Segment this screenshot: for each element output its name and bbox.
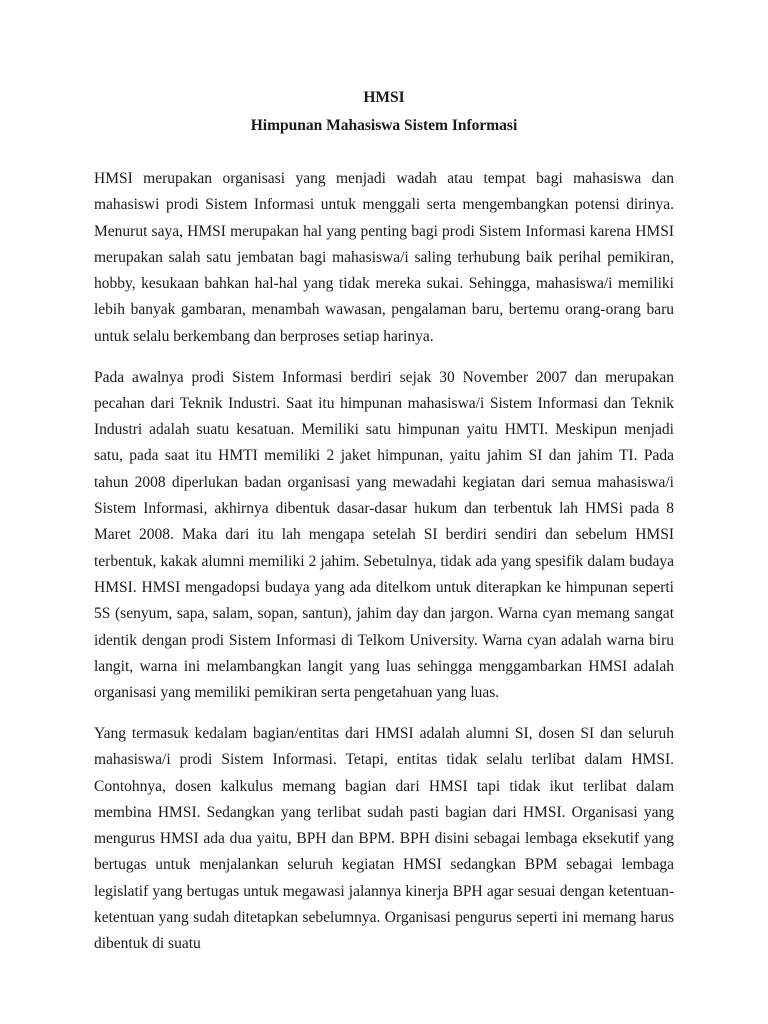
document-subtitle: Himpunan Mahasiswa Sistem Informasi xyxy=(250,117,518,134)
paragraph-1: HMSI merupakan organisasi yang menjadi wadah atau tempat bagi mahasiswa dan mahasiswi prodi Sistem Informasi untuk menggali serta mengembangkan potensi dirinya. Menurut saya, HMSI merupakan hal yang penting bagi prodi Sistem Informasi karena HMSI merupakan salah satu jembatan bagi mahasiswa/i saling terhubung baik perihal pemikiran, hobby, kesukaan bahkan hal-hal yang tidak mereka sukai. Sehingga, mahasiswa/i memiliki lebih banyak gambaran, menambah wawasan, pengalaman baru, bertemu orang-orang baru untuk selalu berkembang dan berproses setiap harinya. xyxy=(94,170,674,345)
paragraph-2: Pada awalnya prodi Sistem Informasi berdiri sejak 30 November 2007 dan merupakan pecahan dari Teknik Industri. Saat itu himpunan mahasiswa/i Sistem Informasi dan Teknik Industri adalah suatu kesatuan. Memiliki satu himpunan yaitu HMTI. Meskipun menjadi satu, pada saat itu HMTI memiliki 2 jaket himpunan, yaitu jahim SI dan jahim TI. Pada tahun 2008 diperlukan badan organisasi yang mewadahi kegiatan dari semua mahasiswa/i Sistem Informasi, akhirnya dibentuk dasar-dasar hukum dan terbentuk lah HMSi pada 8 Maret 2008. Maka dari itu lah mengapa setelah SI berdiri sendiri dan sebelum HMSI terbentuk, kakak alumni memiliki 2 jahim. Sebetulnya, tidak ada yang spesifik dalam budaya HMSI. HMSI mengadopsi budaya yang ada ditelkom untuk diterapkan ke himpunan seperti 5S (senyum, sapa, salam, sopan, santun), jahim day dan jargon. Warna cyan memang sangat identik dengan prodi Sistem Informasi di Telkom University. Warna cyan adalah warna biru langit, warna ini melambangkan langit yang luas sehingga menggambarkan HMSI adalah organisasi yang memiliki pemikiran serta pengetahuan yang luas. xyxy=(94,368,674,702)
document-body xyxy=(94,166,674,958)
paragraph-3: Yang termasuk kedalam bagian/entitas dari HMSI adalah alumni SI, dosen SI dan seluruh mahasiswa/i prodi Sistem Informasi. Tetapi, entitas tidak selalu terlibat dalam HMSI. Contohnya, dosen kalkulus memang bagian dari HMSI tapi tidak ikut terlibat dalam membina HMSI. Sedangkan yang terlibat sudah pasti bagian dari HMSI. Organisasi yang mengurus HMSI ada dua yaitu, BPH dan BPM. BPH disini sebagai lembaga eksekutif yang bertugas untuk menjalankan seluruh kegiatan HMSI sedangkan BPM sebagai lembaga legislatif yang bertugas untuk megawasi jalannya kinerja BPH agar sesuai dengan ketentuan-ketentuan yang sudah ditetapkan sebelumnya. Organisasi pengurus seperti ini memang harus dibentuk di suatu xyxy=(94,724,674,953)
document-title: HMSI xyxy=(363,89,405,106)
document-page xyxy=(94,85,674,972)
